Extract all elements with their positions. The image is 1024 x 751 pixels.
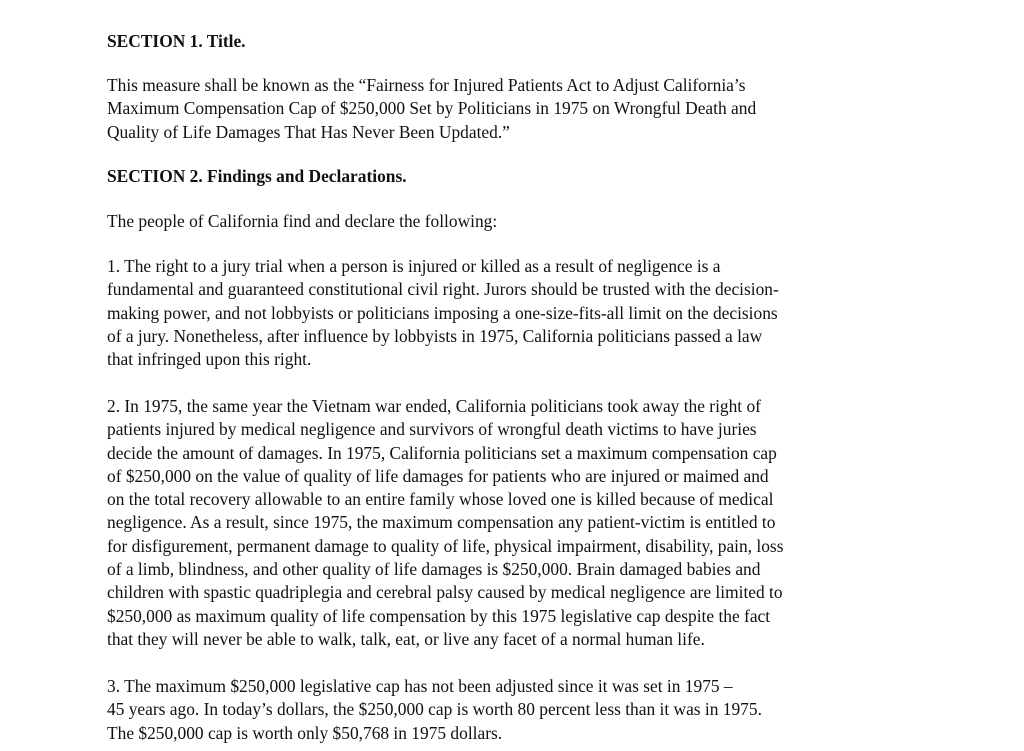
finding-item-2 bbox=[107, 395, 783, 651]
paragraph-line: that infringed upon this right. bbox=[107, 349, 312, 370]
paragraph-line: patients injured by medical negligence and survivors of wrongful death victims to have juries bbox=[107, 419, 757, 440]
paragraph-line: fundamental and guaranteed constitutional civil right. Jurors should be trusted with the decision- bbox=[107, 279, 779, 300]
paragraph-line: children with spastic quadriplegia and cerebral palsy caused by medical negligence are limited to bbox=[107, 582, 783, 603]
paragraph-line: The $250,000 cap is worth only $50,768 in 1975 dollars. bbox=[107, 722, 503, 743]
paragraph-line: 1. The right to a jury trial when a person is injured or killed as a result of negligence is a bbox=[107, 256, 721, 276]
section-2-intro: The people of California find and declare the following: bbox=[107, 211, 498, 231]
paragraph-line: 45 years ago. In today’s dollars, the $250,000 cap is worth 80 percent less than it was in 1975. bbox=[107, 699, 762, 720]
paragraph-line: of $250,000 on the value of quality of life damages for patients who are injured or maimed and bbox=[107, 465, 769, 486]
paragraph-line: $250,000 as maximum quality of life compensation by this 1975 legislative cap despite the fact bbox=[107, 605, 771, 626]
paragraph-line: 2. In 1975, the same year the Vietnam war ended, California politicians took away the right of bbox=[107, 396, 761, 416]
section-1-paragraph bbox=[107, 74, 756, 144]
paragraph-line: on the total recovery allowable to an entire family whose loved one is killed because of medical bbox=[107, 489, 774, 510]
paragraph-line: of a jury. Nonetheless, after influence by lobbyists in 1975, California politicians passed a law bbox=[107, 325, 763, 346]
paragraph-line: Maximum Compensation Cap of $250,000 Set by Politicians in 1975 on Wrongful Death and bbox=[107, 98, 757, 119]
section-2-heading: SECTION 2. Findings and Declarations. bbox=[107, 166, 407, 186]
paragraph-line: This measure shall be known as the “Fairness for Injured Patients Act to Adjust California’s bbox=[107, 75, 746, 95]
paragraph-line: negligence. As a result, since 1975, the maximum compensation any patient-victim is entitled to bbox=[107, 512, 776, 533]
paragraph-line: Quality of Life Damages That Has Never Been Updated.” bbox=[107, 121, 510, 142]
paragraph-line: decide the amount of damages. In 1975, California politicians set a maximum compensation cap bbox=[107, 442, 777, 463]
finding-item-1 bbox=[107, 255, 779, 371]
section-1-heading: SECTION 1. Title. bbox=[107, 31, 246, 51]
finding-item-3 bbox=[107, 675, 762, 745]
paragraph-line: for disfigurement, permanent damage to quality of life, physical impairment, disability, pain, loss bbox=[107, 535, 784, 556]
paragraph-line: that they will never be able to walk, talk, eat, or live any facet of a normal human life. bbox=[107, 628, 705, 649]
paragraph-line: making power, and not lobbyists or politicians imposing a one-size-fits-all limit on the decisions bbox=[107, 302, 778, 323]
paragraph-line: of a limb, blindness, and other quality of life damages is $250,000. Brain damaged babies and bbox=[107, 559, 761, 580]
paragraph-line: 3. The maximum $250,000 legislative cap has not been adjusted since it was set in 1975 – bbox=[107, 676, 733, 696]
